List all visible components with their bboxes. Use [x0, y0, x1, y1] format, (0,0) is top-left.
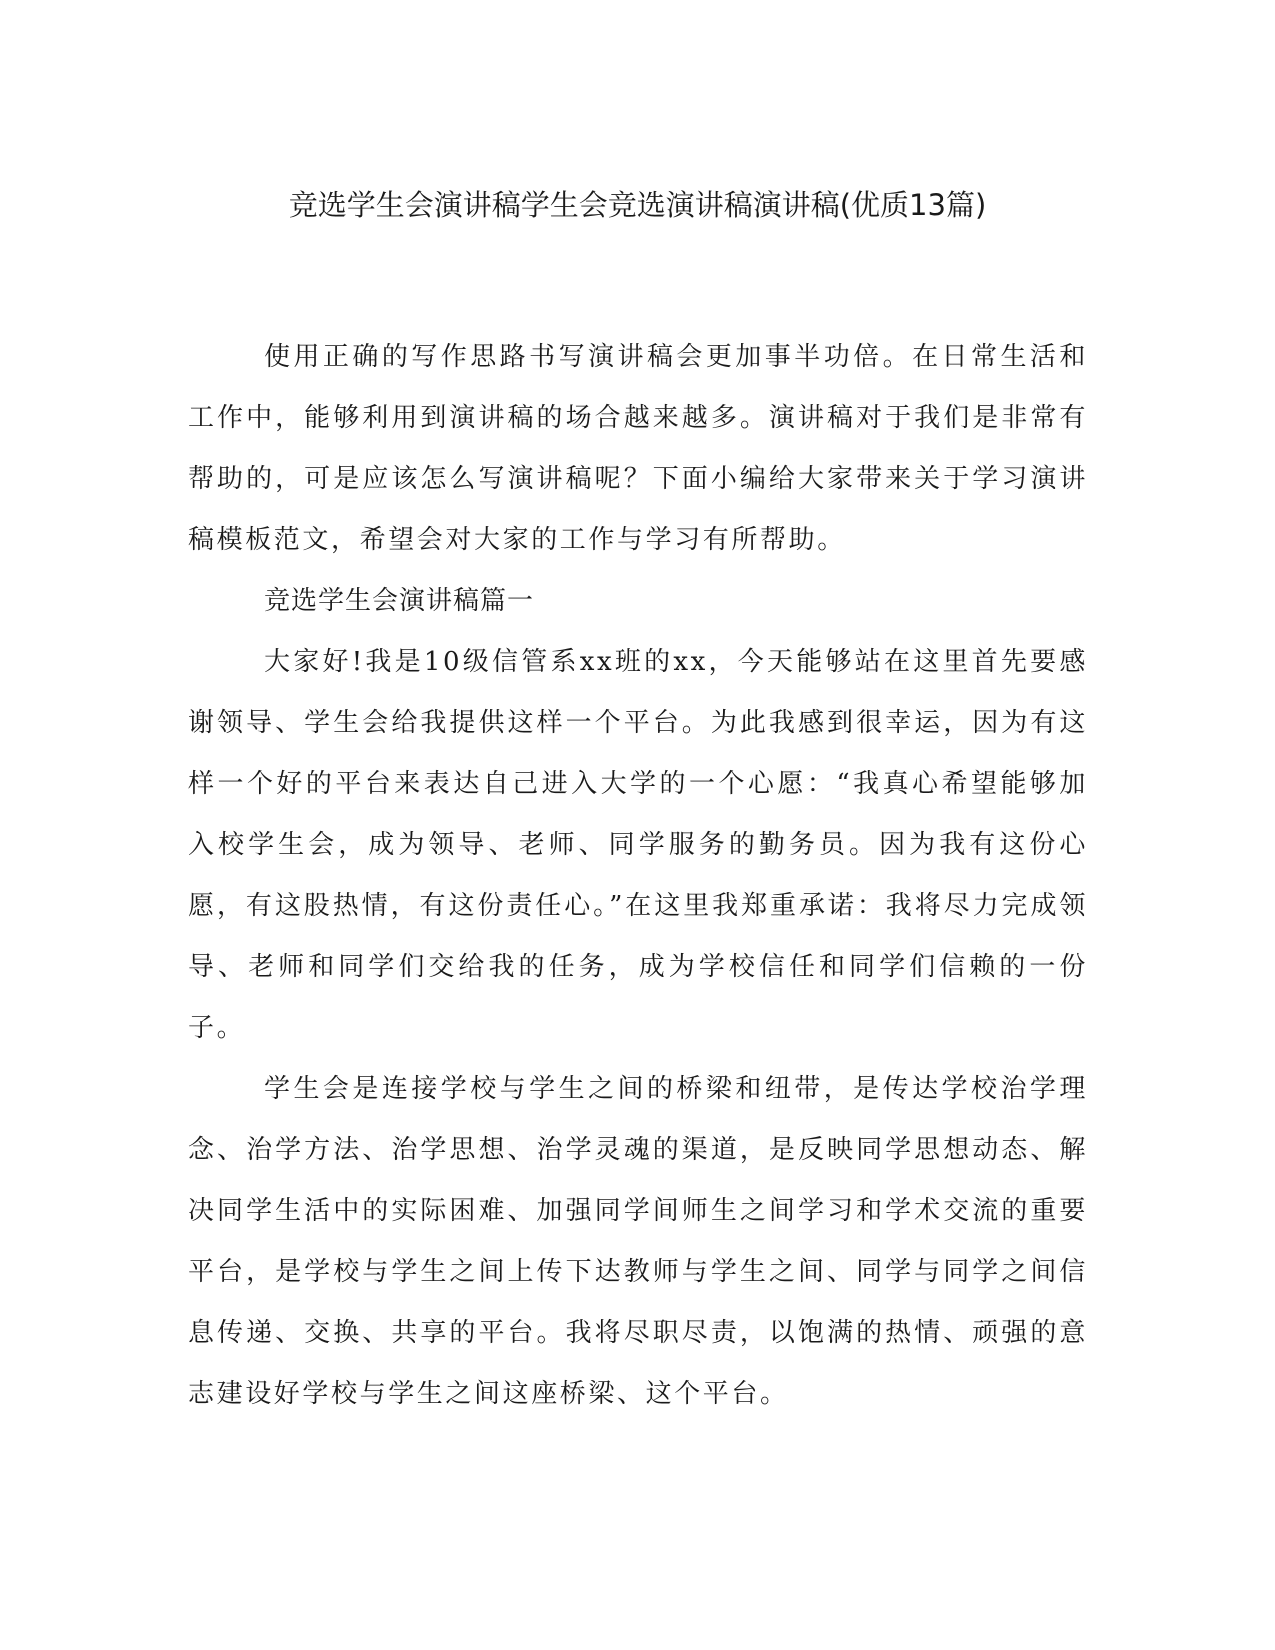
section-heading: 竞选学生会演讲稿篇一 [264, 586, 535, 616]
speech-paragraph-1: 大家好!我是10级信管系xx班的xx，今天能够站在这里首先要感谢领导、学生会给我提供这样一个平台。为此我感到很幸运，因为有这样一个好的平台来表达自己进入大学的一个心愿：“我真心希望能够加入校学生会，成为领导、老师、同学服务的勤务员。因为我有这份心愿，有这股热情，有这份责任心。”在这里我郑重承诺：我将尽力完成领导、老师和同学们交给我的任务，成为学校信任和同学们信赖的一份子。 [188, 647, 1088, 1043]
intro-paragraph: 使用正确的写作思路书写演讲稿会更加事半功倍。在日常生活和工作中，能够利用到演讲稿的场合越来越多。演讲稿对于我们是非常有帮助的，可是应该怎么写演讲稿呢？下面小编给大家带来关于学习演讲稿模板范文，希望会对大家的工作与学习有所帮助。 [188, 342, 1088, 555]
document-title: 竞选学生会演讲稿学生会竞选演讲稿演讲稿(优质13篇) [288, 188, 987, 222]
speech-paragraph-2: 学生会是连接学校与学生之间的桥梁和纽带，是传达学校治学理念、治学方法、治学思想、治学灵魂的渠道，是反映同学思想动态、解决同学生活中的实际困难、加强同学间师生之间学习和学术交流的重要平台，是学校与学生之间上传下达教师与学生之间、同学与同学之间信息传递、交换、共享的平台。我将尽职尽责，以饱满的热情、顽强的意志建设好学校与学生之间这座桥梁、这个平台。 [188, 1074, 1088, 1409]
document-body [188, 327, 1088, 1425]
